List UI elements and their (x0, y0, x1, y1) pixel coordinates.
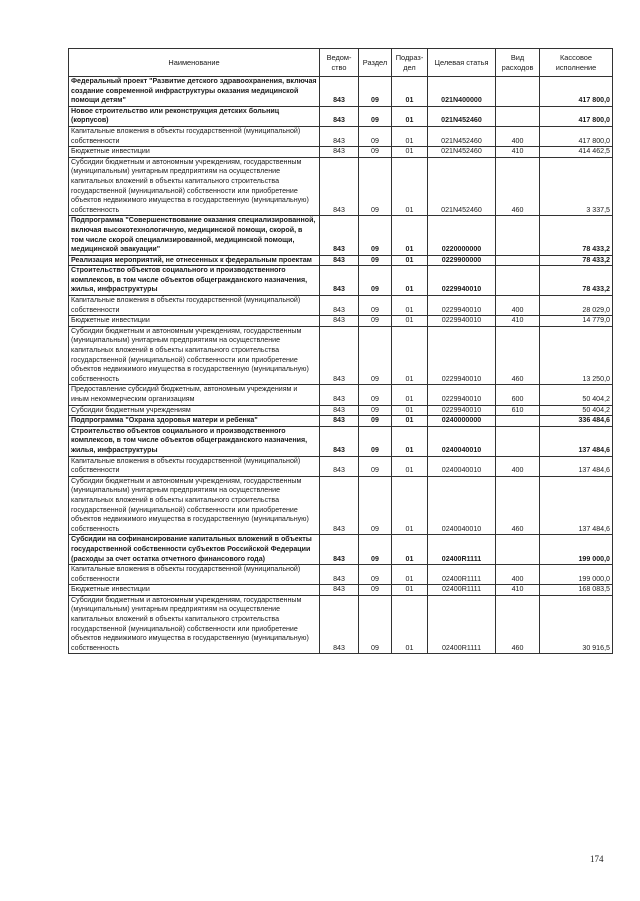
cell-exp-type (496, 106, 540, 126)
cell-name: Субсидии бюджетным и автономным учреждениям, государственным (муниципальным) унитарным предприятиям на осуществление капитальных вложений в объекты капитального строительства государственной (муниципальной) собственности или приобретение объектов недвижимого имущества в государственную (муниципальную) собственность (69, 476, 320, 535)
cell-section: 09 (359, 216, 392, 255)
cell-subsection: 01 (392, 426, 428, 456)
cell-subsection: 01 (392, 535, 428, 565)
cell-name: Бюджетные инвестиции (69, 147, 320, 158)
cell-exp-type (496, 535, 540, 565)
cell-section: 09 (359, 565, 392, 585)
cell-subsection: 01 (392, 316, 428, 327)
cell-target: 0240040010 (428, 426, 496, 456)
cell-target: 021N452460 (428, 157, 496, 216)
cell-dept: 843 (320, 476, 359, 535)
header-subsection: Подраз-дел (392, 49, 428, 77)
cell-section: 09 (359, 456, 392, 476)
cell-section: 09 (359, 385, 392, 405)
cell-target: 0240000000 (428, 416, 496, 427)
table-row (69, 595, 613, 654)
cell-dept: 843 (320, 147, 359, 158)
cell-name: Подпрограмма "Охрана здоровья матери и ребенка" (69, 416, 320, 427)
cell-subsection: 01 (392, 216, 428, 255)
cell-target: 0229940010 (428, 326, 496, 385)
cell-cash: 137 484,6 (540, 476, 613, 535)
cell-exp-type: 460 (496, 595, 540, 654)
cell-cash: 78 433,2 (540, 255, 613, 266)
cell-section: 09 (359, 416, 392, 427)
cell-section: 09 (359, 316, 392, 327)
cell-exp-type: 400 (496, 296, 540, 316)
cell-cash: 13 250,0 (540, 326, 613, 385)
cell-name: Субсидии бюджетным и автономным учреждениям, государственным (муниципальным) унитарным предприятиям на осуществление капитальных вложений в объекты капитального строительства государственной (муниципальной) собственности или приобретение объектов недвижимого имущества в государственную (муниципальную) собственность (69, 595, 320, 654)
cell-section: 09 (359, 405, 392, 416)
cell-name: Субсидии бюджетным и автономным учреждениям, государственным (муниципальным) унитарным предприятиям на осуществление капитальных вложений в объекты капитального строительства государственной (муниципальной) собственности или приобретение объектов недвижимого имущества в государственную (муниципальную) собственность (69, 326, 320, 385)
table-row (69, 106, 613, 126)
cell-name: Подпрограмма "Совершенствование оказания специализированной, включая высокотехнологичную, медицинской помощи, скорой, в том числе скорой специализированной, медицинской помощи, медицинской эвакуации" (69, 216, 320, 255)
cell-target: 02400R1111 (428, 585, 496, 596)
cell-exp-type (496, 426, 540, 456)
cell-name: Капитальные вложения в объекты государственной (муниципальной) собственности (69, 296, 320, 316)
table-row (69, 565, 613, 585)
table-row (69, 476, 613, 535)
cell-cash: 336 484,6 (540, 416, 613, 427)
cell-exp-type (496, 255, 540, 266)
cell-subsection: 01 (392, 147, 428, 158)
cell-dept: 843 (320, 296, 359, 316)
cell-subsection: 01 (392, 266, 428, 296)
cell-exp-type: 460 (496, 476, 540, 535)
cell-cash: 417 800,0 (540, 77, 613, 107)
cell-exp-type: 600 (496, 385, 540, 405)
cell-dept: 843 (320, 456, 359, 476)
cell-target: 02400R1111 (428, 595, 496, 654)
cell-section: 09 (359, 296, 392, 316)
cell-name: Предоставление субсидий бюджетным, автономным учреждениям и иным некоммерческим организациям (69, 385, 320, 405)
cell-subsection: 01 (392, 456, 428, 476)
cell-name: Реализация мероприятий, не отнесенных к федеральным проектам (69, 255, 320, 266)
cell-target: 021N400000 (428, 77, 496, 107)
cell-subsection: 01 (392, 476, 428, 535)
table-row (69, 456, 613, 476)
cell-cash: 30 916,5 (540, 595, 613, 654)
cell-cash: 168 083,5 (540, 585, 613, 596)
page-number: 174 (590, 854, 604, 864)
header-section: Раздел (359, 49, 392, 77)
cell-exp-type (496, 77, 540, 107)
cell-exp-type (496, 416, 540, 427)
table-row (69, 405, 613, 416)
cell-dept: 843 (320, 326, 359, 385)
cell-name: Капитальные вложения в объекты государственной (муниципальной) собственности (69, 456, 320, 476)
cell-dept: 843 (320, 565, 359, 585)
cell-subsection: 01 (392, 565, 428, 585)
cell-dept: 843 (320, 416, 359, 427)
table-row (69, 157, 613, 216)
table-row (69, 426, 613, 456)
cell-exp-type: 400 (496, 565, 540, 585)
cell-cash: 14 779,0 (540, 316, 613, 327)
cell-cash: 417 800,0 (540, 126, 613, 146)
header-name: Наименование (69, 49, 320, 77)
cell-section: 09 (359, 595, 392, 654)
cell-dept: 843 (320, 316, 359, 327)
table-row (69, 326, 613, 385)
cell-section: 09 (359, 157, 392, 216)
cell-subsection: 01 (392, 585, 428, 596)
cell-target: 021N452460 (428, 106, 496, 126)
cell-section: 09 (359, 77, 392, 107)
table-row (69, 216, 613, 255)
cell-cash: 199 000,0 (540, 565, 613, 585)
cell-dept: 843 (320, 585, 359, 596)
cell-cash: 78 433,2 (540, 216, 613, 255)
cell-target: 0229940010 (428, 316, 496, 327)
cell-subsection: 01 (392, 595, 428, 654)
cell-target: 021N452460 (428, 147, 496, 158)
cell-dept: 843 (320, 385, 359, 405)
cell-target: 021N452460 (428, 126, 496, 146)
cell-section: 09 (359, 147, 392, 158)
header-target: Целевая статья (428, 49, 496, 77)
cell-section: 09 (359, 585, 392, 596)
cell-subsection: 01 (392, 416, 428, 427)
cell-target: 0229940010 (428, 385, 496, 405)
table-row (69, 385, 613, 405)
cell-name: Субсидии бюджетным и автономным учреждениям, государственным (муниципальным) унитарным предприятиям на осуществление капитальных вложений в объекты капитального строительства государственной (муниципальной) собственности или приобретение объектов недвижимого имущества в государственную (муниципальную) собственность (69, 157, 320, 216)
table-row (69, 77, 613, 107)
cell-target: 0220000000 (428, 216, 496, 255)
cell-dept: 843 (320, 77, 359, 107)
cell-cash: 137 484,6 (540, 426, 613, 456)
cell-section: 09 (359, 126, 392, 146)
cell-section: 09 (359, 535, 392, 565)
cell-dept: 843 (320, 255, 359, 266)
budget-table (68, 48, 613, 654)
cell-name: Строительство объектов социального и производственного комплексов, в том числе объектов общегражданского назначения, жилья, инфраструктуры (69, 266, 320, 296)
cell-subsection: 01 (392, 296, 428, 316)
cell-dept: 843 (320, 216, 359, 255)
cell-subsection: 01 (392, 157, 428, 216)
cell-target: 0240040010 (428, 476, 496, 535)
table-row (69, 585, 613, 596)
cell-exp-type: 610 (496, 405, 540, 416)
table-row (69, 416, 613, 427)
cell-subsection: 01 (392, 77, 428, 107)
cell-dept: 843 (320, 266, 359, 296)
cell-subsection: 01 (392, 405, 428, 416)
cell-subsection: 01 (392, 106, 428, 126)
cell-cash: 3 337,5 (540, 157, 613, 216)
table-row (69, 316, 613, 327)
cell-name: Новое строительство или реконструкция детских больниц (корпусов) (69, 106, 320, 126)
cell-dept: 843 (320, 157, 359, 216)
header-exp-type: Вид расходов (496, 49, 540, 77)
header-dept: Ведом-ство (320, 49, 359, 77)
cell-exp-type (496, 266, 540, 296)
cell-name: Строительство объектов социального и производственного комплексов, в том числе объектов общегражданского назначения, жилья, инфраструктуры (69, 426, 320, 456)
table-row (69, 535, 613, 565)
cell-dept: 843 (320, 535, 359, 565)
cell-cash: 28 029,0 (540, 296, 613, 316)
cell-exp-type: 460 (496, 157, 540, 216)
cell-subsection: 01 (392, 385, 428, 405)
cell-cash: 417 800,0 (540, 106, 613, 126)
cell-section: 09 (359, 255, 392, 266)
cell-exp-type: 460 (496, 326, 540, 385)
cell-name: Капитальные вложения в объекты государственной (муниципальной) собственности (69, 126, 320, 146)
cell-target: 0229940010 (428, 266, 496, 296)
cell-exp-type: 400 (496, 126, 540, 146)
header-cash: Кассовое исполнение (540, 49, 613, 77)
cell-section: 09 (359, 106, 392, 126)
table-row (69, 255, 613, 266)
cell-subsection: 01 (392, 126, 428, 146)
cell-section: 09 (359, 476, 392, 535)
cell-cash: 50 404,2 (540, 405, 613, 416)
cell-cash: 199 000,0 (540, 535, 613, 565)
cell-target: 0240040010 (428, 456, 496, 476)
cell-name: Субсидии на софинансирование капитальных вложений в объекты государственной собственности субъектов Российской Федерации (расходы за счет остатка отчетного финансового года) (69, 535, 320, 565)
cell-section: 09 (359, 326, 392, 385)
cell-dept: 843 (320, 405, 359, 416)
cell-target: 0229940010 (428, 405, 496, 416)
cell-cash: 78 433,2 (540, 266, 613, 296)
cell-name: Федеральный проект "Развитие детского здравоохранения, включая создание современной инфраструктуры оказания медицинской помощи детям" (69, 77, 320, 107)
cell-dept: 843 (320, 426, 359, 456)
cell-target: 02400R1111 (428, 535, 496, 565)
table-row (69, 126, 613, 146)
table-row (69, 296, 613, 316)
cell-target: 0229900000 (428, 255, 496, 266)
cell-name: Капитальные вложения в объекты государственной (муниципальной) собственности (69, 565, 320, 585)
cell-dept: 843 (320, 595, 359, 654)
cell-subsection: 01 (392, 255, 428, 266)
cell-exp-type: 410 (496, 316, 540, 327)
cell-name: Бюджетные инвестиции (69, 316, 320, 327)
cell-target: 0229940010 (428, 296, 496, 316)
cell-exp-type: 410 (496, 585, 540, 596)
table-row (69, 147, 613, 158)
table-header-row (69, 49, 613, 77)
cell-target: 02400R1111 (428, 565, 496, 585)
cell-name: Субсидии бюджетным учреждениям (69, 405, 320, 416)
cell-dept: 843 (320, 106, 359, 126)
cell-name: Бюджетные инвестиции (69, 585, 320, 596)
cell-exp-type: 400 (496, 456, 540, 476)
cell-subsection: 01 (392, 326, 428, 385)
cell-exp-type: 410 (496, 147, 540, 158)
cell-cash: 50 404,2 (540, 385, 613, 405)
cell-section: 09 (359, 266, 392, 296)
table-row (69, 266, 613, 296)
cell-cash: 414 462,5 (540, 147, 613, 158)
cell-exp-type (496, 216, 540, 255)
cell-section: 09 (359, 426, 392, 456)
cell-cash: 137 484,6 (540, 456, 613, 476)
cell-dept: 843 (320, 126, 359, 146)
